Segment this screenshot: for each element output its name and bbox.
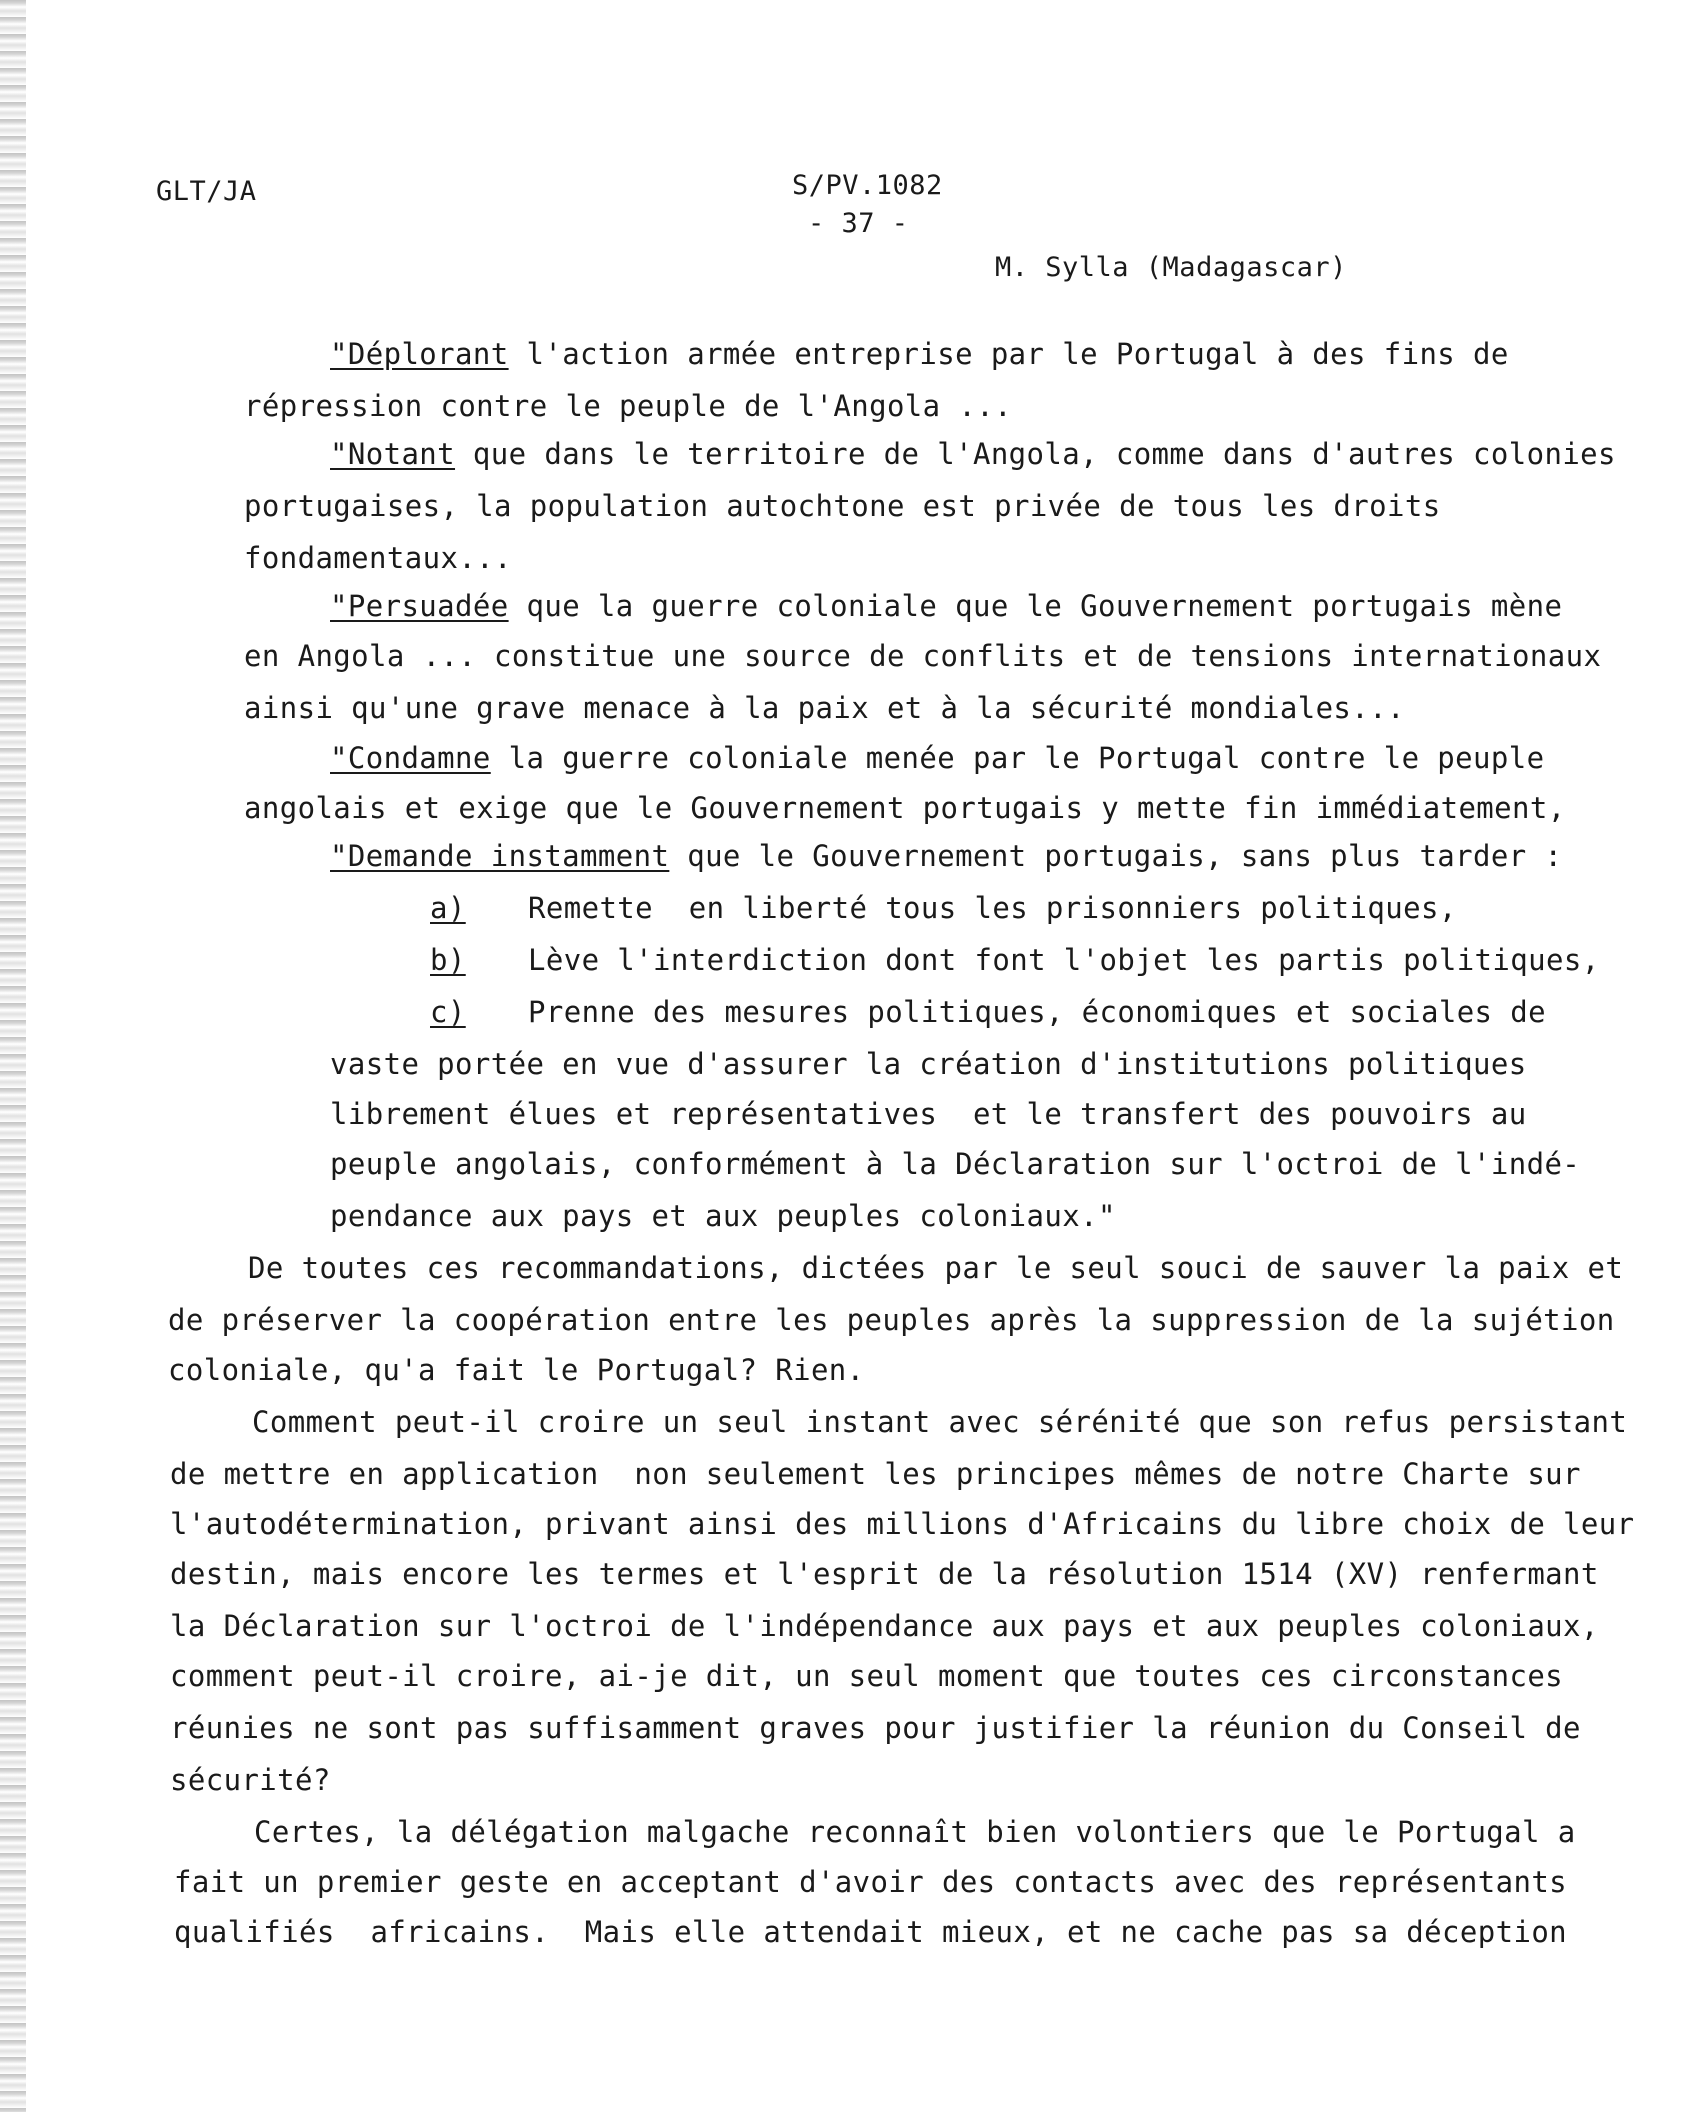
item-continuation: pendance aux pays et aux peuples coloniaux." bbox=[330, 1199, 1116, 1233]
item-letter: b) bbox=[430, 943, 466, 977]
quote-line: "Notant que dans le territoire de l'Angola, comme dans d'autres colonies bbox=[330, 437, 1616, 471]
item-continuation: vaste portée en vue d'assurer la création d'institutions politiques bbox=[330, 1047, 1527, 1081]
body-line: de préserver la coopération entre les peuples après la suppression de la sujétion bbox=[168, 1303, 1615, 1337]
item-text: Lève l'interdiction dont font l'objet les partis politiques, bbox=[528, 943, 1600, 977]
body-line: la Déclaration sur l'octroi de l'indépendance aux pays et aux peuples coloniaux, bbox=[170, 1609, 1599, 1643]
quote-line: en Angola ... constitue une source de conflits et de tensions internationaux bbox=[244, 639, 1602, 673]
item-continuation: peuple angolais, conformément à la Déclaration sur l'octroi de l'indé- bbox=[330, 1147, 1581, 1181]
item-continuation: librement élues et représentatives et le transfert des pouvoirs au bbox=[330, 1097, 1527, 1131]
scan-edge-noise bbox=[0, 0, 26, 2112]
quote-lead-word: "Déplorant bbox=[330, 337, 509, 371]
body-line: Comment peut-il croire un seul instant avec sérénité que son refus persistant bbox=[252, 1405, 1628, 1439]
speaker-name: M. Sylla (Madagascar) bbox=[995, 252, 1347, 283]
quote-lead-word: "Demande instamment bbox=[330, 839, 670, 873]
quote-lead-word: "Condamne bbox=[330, 741, 491, 775]
quote-line: "Demande instamment que le Gouvernement portugais, sans plus tarder : bbox=[330, 839, 1563, 873]
item-letter: c) bbox=[430, 995, 466, 1029]
quote-line: portugaises, la population autochtone est privée de tous les droits bbox=[244, 489, 1441, 523]
quote-line: "Déplorant l'action armée entreprise par le Portugal à des fins de bbox=[330, 337, 1509, 371]
body-line: l'autodétermination, privant ainsi des millions d'Africains du libre choix de leur bbox=[170, 1507, 1635, 1541]
body-line: qualifiés africains. Mais elle attendait mieux, et ne cache pas sa déception bbox=[174, 1915, 1568, 1949]
document-code: GLT/JA bbox=[156, 176, 257, 207]
page-number: - 37 - bbox=[808, 208, 909, 239]
body-line: réunies ne sont pas suffisamment graves pour justifier la réunion du Conseil de bbox=[170, 1711, 1581, 1745]
quote-line: angolais et exige que le Gouvernement portugais y mette fin immédiatement, bbox=[244, 791, 1566, 825]
item-text: Remette en liberté tous les prisonniers politiques, bbox=[528, 891, 1457, 925]
body-line: destin, mais encore les termes et l'esprit de la résolution 1514 (XV) renfermant bbox=[170, 1557, 1599, 1591]
quote-line: ainsi qu'une grave menace à la paix et à la sécurité mondiales... bbox=[244, 691, 1405, 725]
item-letter: a) bbox=[430, 891, 466, 925]
body-line: fait un premier geste en acceptant d'avoir des contacts avec des représentants bbox=[174, 1865, 1568, 1899]
body-line: de mettre en application non seulement les principes mêmes de notre Charte sur bbox=[170, 1457, 1581, 1491]
body-line: comment peut-il croire, ai-je dit, un seul moment que toutes ces circonstances bbox=[170, 1659, 1564, 1693]
quote-lead-word: "Notant bbox=[330, 437, 456, 471]
body-line: De toutes ces recommandations, dictées par le seul souci de sauver la paix et bbox=[248, 1251, 1624, 1285]
quote-lead-word: "Persuadée bbox=[330, 589, 509, 623]
body-line: sécurité? bbox=[170, 1763, 331, 1797]
quote-line: "Persuadée que la guerre coloniale que le Gouvernement portugais mène bbox=[330, 589, 1563, 623]
body-line: coloniale, qu'a fait le Portugal? Rien. bbox=[168, 1353, 865, 1387]
item-text: Prenne des mesures politiques, économiques et sociales de bbox=[528, 995, 1546, 1029]
document-symbol: S/PV.1082 bbox=[792, 170, 943, 201]
quote-line: répression contre le peuple de l'Angola ... bbox=[244, 389, 1012, 423]
quote-line: "Condamne la guerre coloniale menée par le Portugal contre le peuple bbox=[330, 741, 1545, 775]
body-line: Certes, la délégation malgache reconnaît bien volontiers que le Portugal a bbox=[254, 1815, 1576, 1849]
quote-line: fondamentaux... bbox=[244, 541, 512, 575]
